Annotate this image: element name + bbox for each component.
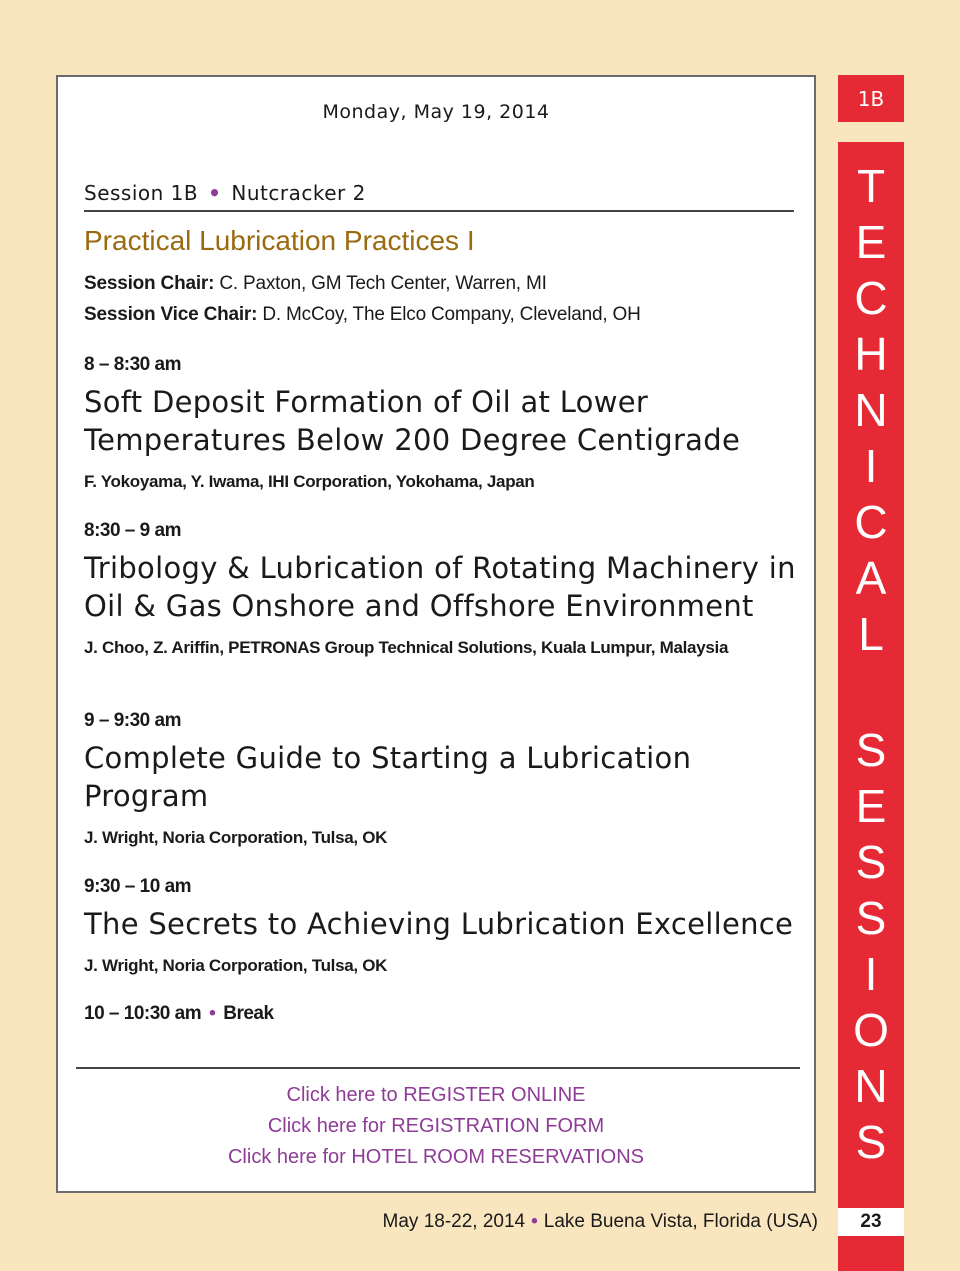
divider [76,1067,800,1069]
side-tab-letter: L [858,608,884,660]
footer-info [383,1211,818,1233]
hotel-reservations-link[interactable]: Click here for HOTEL ROOM RESERVATIONS [227,1146,644,1168]
session-chair-label: Session Chair: [84,273,215,294]
side-tab-letter: C [854,272,888,324]
side-tab-letter: S [855,1116,887,1168]
talk-authors: F. Yokoyama, Y. Iwama, IHI Corporation, Yokohama, Japan [84,472,535,491]
side-tab-letter: N [854,1060,888,1112]
side-tab-letter: S [855,836,887,888]
session-code-tab: 1B [838,75,904,122]
session-vice-chair [84,304,641,326]
talk-title: Tribology & Lubrication of Rotating Machinery in Oil & Gas Onshore and Offshore Environment [84,551,796,623]
session-heading [84,181,366,205]
session-chair [84,273,547,295]
page-number: 23 [838,1208,904,1236]
talk-time: 9:30 – 10 am [84,876,192,897]
side-tab-letter: S [855,892,887,944]
side-tab-letter: H [854,328,888,380]
talk-authors: J. Wright, Noria Corporation, Tulsa, OK [84,828,388,847]
session-vice-chair-label: Session Vice Chair: [84,304,258,325]
bullet-dot-icon: • [208,181,222,205]
register-online-link[interactable]: Click here to REGISTER ONLINE [286,1084,586,1106]
talk-authors: J. Wright, Noria Corporation, Tulsa, OK [84,956,388,975]
break-line [84,1003,274,1025]
side-tab-letter: S [855,724,887,776]
registration-form-link[interactable]: Click here for REGISTRATION FORM [267,1115,605,1137]
talk-time: 8 – 8:30 am [84,354,181,375]
side-tab-letter: A [855,552,887,604]
side-tab-letter: I [864,948,878,1000]
session-chair-value: C. Paxton, GM Tech Center, Warren, MI [219,273,547,294]
side-tab-letter: E [855,780,887,832]
talk-title: Complete Guide to Starting a Lubrication Program [84,741,692,813]
talk-authors: J. Choo, Z. Ariffin, PETRONAS Group Technical Solutions, Kuala Lumpur, Malaysia [84,638,729,657]
side-tab-letter: C [854,496,888,548]
side-tab-letter: O [853,1004,889,1056]
session-vice-chair-value: D. McCoy, The Elco Company, Cleveland, OH [262,304,641,325]
bullet-dot-icon: • [531,1211,538,1232]
session-title: Practical Lubrication Practices I [84,225,475,256]
break-label: Break [223,1003,274,1024]
talk-title: Soft Deposit Formation of Oil at Lower Temperatures Below 200 Degree Centigrade [84,385,741,457]
side-tab-letter: I [864,440,878,492]
session-code: Session 1B [84,181,199,205]
session-date: Monday, May 19, 2014 [322,101,550,123]
footer-location: Lake Buena Vista, Florida (USA) [543,1211,818,1232]
session-room: Nutcracker 2 [231,181,366,205]
talk-time: 8:30 – 9 am [84,520,181,541]
footer-dates: May 18-22, 2014 [382,1211,526,1232]
side-tab-letter: E [855,216,887,268]
talk-title: The Secrets to Achieving Lubrication Excellence [84,907,794,941]
divider [84,210,794,212]
talk-time: 9 – 9:30 am [84,710,181,731]
program-panel [56,75,816,1193]
side-tab-letter: T [856,160,886,212]
side-tab-letter: N [854,384,888,436]
bullet-dot-icon: • [209,1003,216,1024]
break-time: 10 – 10:30 am [84,1003,202,1024]
